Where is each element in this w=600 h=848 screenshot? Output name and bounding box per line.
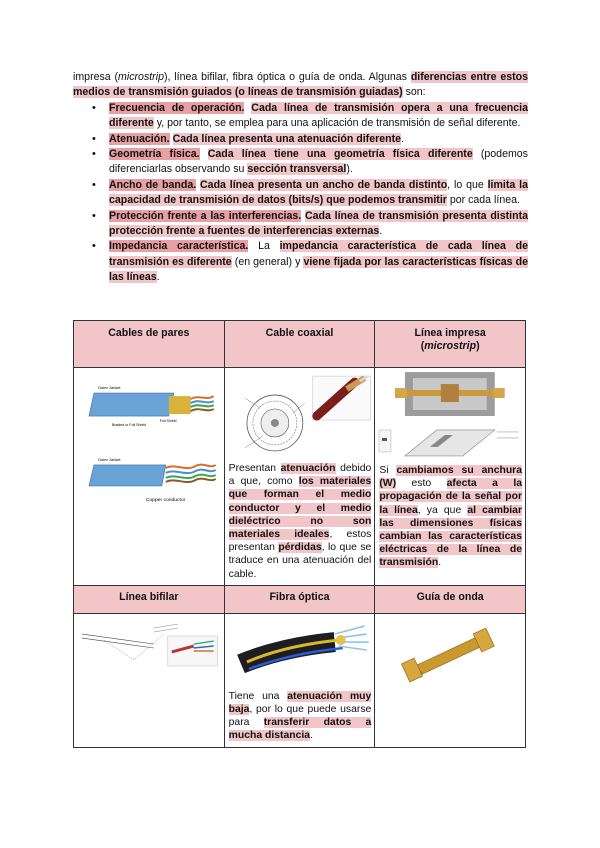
micro-text-d: . <box>438 557 442 569</box>
label-copper-conductor: Copper conductor <box>145 496 186 503</box>
coax-hl-1: atenuación <box>280 463 336 474</box>
cell-coaxial <box>224 368 375 586</box>
item-text: y, por tanto, se emplea para una aplicación de transmisión de señal diferente. <box>153 117 521 130</box>
fiber-hl-2: transferir datos a mucha distancia <box>228 717 372 742</box>
fiber-text-c: . <box>310 730 313 742</box>
item-title: Atenuación. <box>109 132 170 145</box>
list-item <box>109 147 528 178</box>
intro-text: ), línea bifilar, fibra óptica o guía de onda. Algunas <box>163 71 411 83</box>
comparison-table <box>73 320 526 748</box>
optical-fiber-image <box>225 614 375 686</box>
cell-microstrip <box>375 368 526 586</box>
item-text: , lo que <box>447 178 488 191</box>
differences-list <box>73 101 528 286</box>
item-title: Frecuencia de operación. <box>109 101 245 114</box>
label-braided-shield: Braided or Foil Shield <box>111 423 147 428</box>
fiber-text-b: , por lo que puede usarse para <box>228 704 372 729</box>
header-coaxial: Cable coaxial <box>224 321 375 368</box>
intro-lead: impresa ( <box>73 71 119 83</box>
micro-text-c: , ya que <box>417 504 468 516</box>
coax-text-b: debido a que, como <box>228 463 372 488</box>
header-microstrip-label: Línea impresa <box>414 327 486 339</box>
micro-hl-2: afecta a la propagación de la señal por la línea <box>379 478 522 516</box>
coax-hl-3: pérdidas <box>278 542 322 554</box>
item-title: Ancho de banda. <box>109 178 197 191</box>
item-text-3: . <box>156 271 160 284</box>
waveguide-image <box>375 614 525 686</box>
microstrip-description <box>375 460 525 574</box>
item-highlight: Cada línea tiene una geometría física diferente <box>207 148 473 161</box>
micro-hl-1: cambiamos su anchura (W) <box>379 465 522 490</box>
cell-two-wire <box>74 613 225 747</box>
item-text-2: por cada línea. <box>446 194 520 207</box>
intro-tail: son: <box>402 86 426 99</box>
header-waveguide: Guía de onda <box>375 585 526 613</box>
header-microstrip: Línea impresa (microstrip) <box>375 321 526 368</box>
coaxial-description <box>225 458 375 585</box>
item-highlight: Cada línea presenta un ancho de banda distinto <box>200 178 448 191</box>
item-text-2: ). <box>346 163 353 176</box>
intro-microstrip: microstrip <box>118 71 164 83</box>
item-text: . <box>379 225 383 238</box>
fiber-text-a: Tiene una <box>228 690 288 702</box>
item-highlight: impedancia característica de cada línea de transmisión es diferente <box>109 240 528 268</box>
coaxial-cable-image <box>225 368 375 458</box>
item-highlight-2: limita la capacidad de transmisión de datos (bits/s) que podemos transmitir <box>109 178 528 207</box>
label-outer-jacket-2: Outer Jacket <box>97 456 121 462</box>
list-item <box>109 101 528 132</box>
label-outer-jacket: Outer Jacket <box>97 385 121 391</box>
twisted-pair-cable-image <box>74 368 224 508</box>
intro-paragraph <box>73 70 528 101</box>
item-highlight: Cada línea de transmisión opera a una frecuencia diferente <box>109 101 528 130</box>
table-header-row-2 <box>74 585 526 613</box>
item-text-2: (en general) y <box>231 255 304 268</box>
header-two-wire: Línea bifilar <box>74 585 225 613</box>
item-title: Impedancia característica. <box>109 240 249 253</box>
cell-waveguide <box>375 613 526 747</box>
list-item <box>109 178 528 209</box>
coax-text-d: , lo que se traduce en una atenuación del cable. <box>228 542 372 580</box>
header-microstrip-sub: microstrip <box>424 340 477 352</box>
item-title: Geometría física. <box>109 148 200 161</box>
fiber-hl-1: atenuación muy baja <box>228 690 372 716</box>
coax-text-a: Presentan <box>228 463 281 474</box>
table-row <box>74 368 526 586</box>
coax-hl-2: los materiales que forman el medio conductor y el medio dieléctrico no son materiales ideales <box>228 476 372 541</box>
optical-fiber-description <box>225 686 375 747</box>
item-text: . <box>401 132 404 145</box>
item-highlight: Cada línea de transmisión presenta distinta protección frente a fuentes de interferencias externas <box>109 209 528 238</box>
intro-highlight: diferencias entre estos medios de transmisión guiados (o líneas de transmisión guiadas) <box>73 71 528 99</box>
item-text: (podemos diferenciarlas observando su <box>109 148 528 176</box>
list-item <box>109 239 528 285</box>
two-wire-line-image <box>74 614 224 684</box>
table-header-row <box>74 321 526 368</box>
item-highlight: Cada línea presenta una atenuación diferente <box>172 132 401 145</box>
micro-text-b: esto <box>396 478 447 490</box>
header-optical-fiber: Fibra óptica <box>224 585 375 613</box>
micro-text-a: Si <box>379 465 397 476</box>
micro-hl-3: al cambiar las dimensiones físicas cambian las características eléctricas de la línea de transmisión <box>379 504 523 569</box>
item-highlight-2: sección transversal <box>247 163 347 176</box>
table-row <box>74 613 526 747</box>
list-item <box>109 132 528 147</box>
label-foil-shield: Foil Shield <box>159 419 177 424</box>
cell-twisted-pair <box>74 368 225 586</box>
header-twisted-pair: Cables de pares <box>74 321 225 368</box>
microstrip-line-image <box>375 368 525 460</box>
item-highlight-2: viene fijada por las características físicas de las líneas <box>109 255 528 284</box>
item-title: Protección frente a las interferencias. <box>109 209 302 222</box>
coax-text-c: , estos presentan <box>228 529 372 554</box>
cell-optical-fiber <box>224 613 375 747</box>
document-body <box>73 70 528 286</box>
list-item <box>109 209 528 240</box>
item-text: La <box>248 240 280 253</box>
